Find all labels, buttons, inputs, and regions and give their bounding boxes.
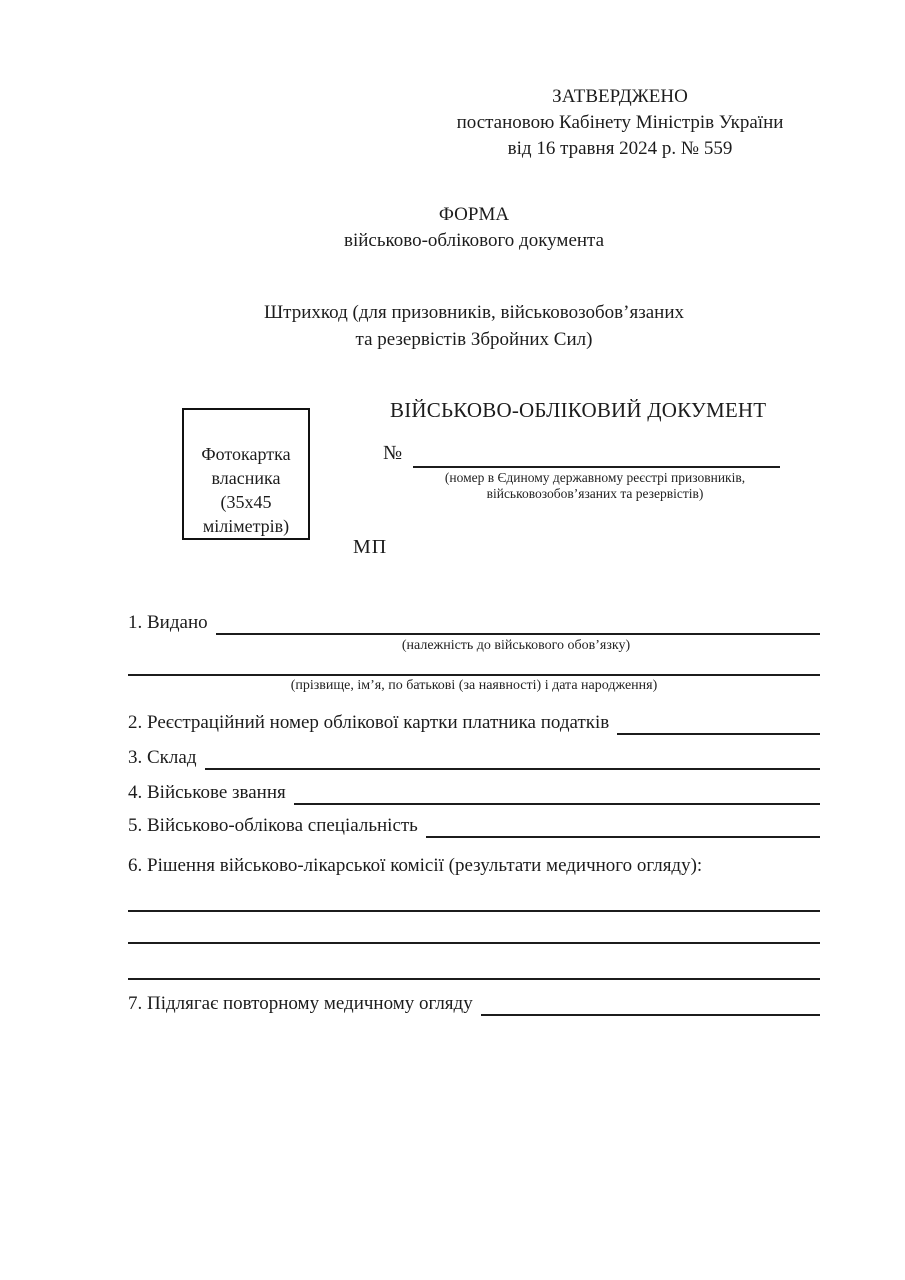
medical-decision-line-1 bbox=[128, 890, 820, 912]
field-label-specialty: 5. Військово-облікова спеціальність bbox=[128, 815, 418, 836]
field-label-issued: 1. Видано bbox=[128, 612, 208, 633]
field-caption-name: (прізвище, ім’я, по батькові (за наявності) і дата народження) bbox=[290, 678, 658, 693]
document-title: ВІЙСЬКОВО-ОБЛІКОВИЙ ДОКУМЕНТ bbox=[390, 398, 767, 422]
barcode-note bbox=[128, 299, 820, 353]
field-line-rank bbox=[294, 781, 820, 805]
field-label-tax-number: 2. Реєстраційний номер облікової картки платника податків bbox=[128, 712, 610, 733]
field-row-category bbox=[128, 746, 820, 770]
field-line-tax-number bbox=[617, 711, 820, 735]
photo-box-line-2: власника bbox=[211, 468, 281, 488]
number-caption-line-2: військовозобов’язаних та резервістів) bbox=[486, 486, 704, 501]
photo-placeholder-box bbox=[182, 408, 310, 540]
field-label-medical-decision: 6. Рішення військово-лікарської комісії (результати медичного огляду): bbox=[128, 855, 703, 876]
form-heading-line-2: військово-облікового документа bbox=[343, 230, 605, 251]
field-line-specialty bbox=[426, 814, 820, 838]
field-row-specialty bbox=[128, 814, 820, 838]
field-row-medical-decision bbox=[128, 854, 820, 878]
photo-box-line-3: (35х45 bbox=[220, 492, 272, 512]
barcode-note-line-2: та резервістів Збройних Сил) bbox=[355, 329, 593, 350]
field-line-category bbox=[205, 746, 821, 770]
form-heading-line-1: ФОРМА bbox=[438, 204, 510, 225]
barcode-note-line-1: Штрихкод (для призовників, військовозобов’язаних bbox=[264, 302, 684, 323]
approval-stamp bbox=[430, 84, 810, 162]
photo-box-line-1: Фотокартка bbox=[201, 444, 291, 464]
approval-line-1: ЗАТВЕРДЖЕНО bbox=[552, 86, 688, 107]
field-label-rank: 4. Військове звання bbox=[128, 782, 286, 803]
field-row-tax-number bbox=[128, 711, 820, 735]
document-number-line bbox=[413, 446, 780, 468]
number-caption-line-1: (номер в Єдиному державному реєстрі призовників, bbox=[444, 470, 746, 485]
photo-box-line-4: міліметрів) bbox=[202, 516, 290, 536]
field-row-reexamination bbox=[128, 992, 820, 1016]
form-heading bbox=[128, 202, 820, 254]
document-number-caption bbox=[400, 470, 790, 502]
field-row-rank bbox=[128, 781, 820, 805]
medical-decision-line-2 bbox=[128, 922, 820, 944]
field-label-category: 3. Склад bbox=[128, 747, 197, 768]
field-row-issued bbox=[128, 611, 820, 635]
field-caption-issued: (належність до військового обов’язку) bbox=[401, 638, 631, 653]
field-line-issued bbox=[216, 611, 820, 635]
medical-decision-line-3 bbox=[128, 958, 820, 980]
approval-line-2: постановою Кабінету Міністрів України bbox=[456, 112, 784, 133]
field-label-reexamination: 7. Підлягає повторному медичному огляду bbox=[128, 993, 473, 1014]
field-line-name bbox=[128, 652, 820, 676]
stamp-mark: МП bbox=[353, 536, 388, 558]
approval-line-3: від 16 травня 2024 р. № 559 bbox=[507, 138, 733, 159]
document-number-label: № bbox=[383, 442, 403, 464]
field-line-reexamination bbox=[481, 992, 820, 1016]
